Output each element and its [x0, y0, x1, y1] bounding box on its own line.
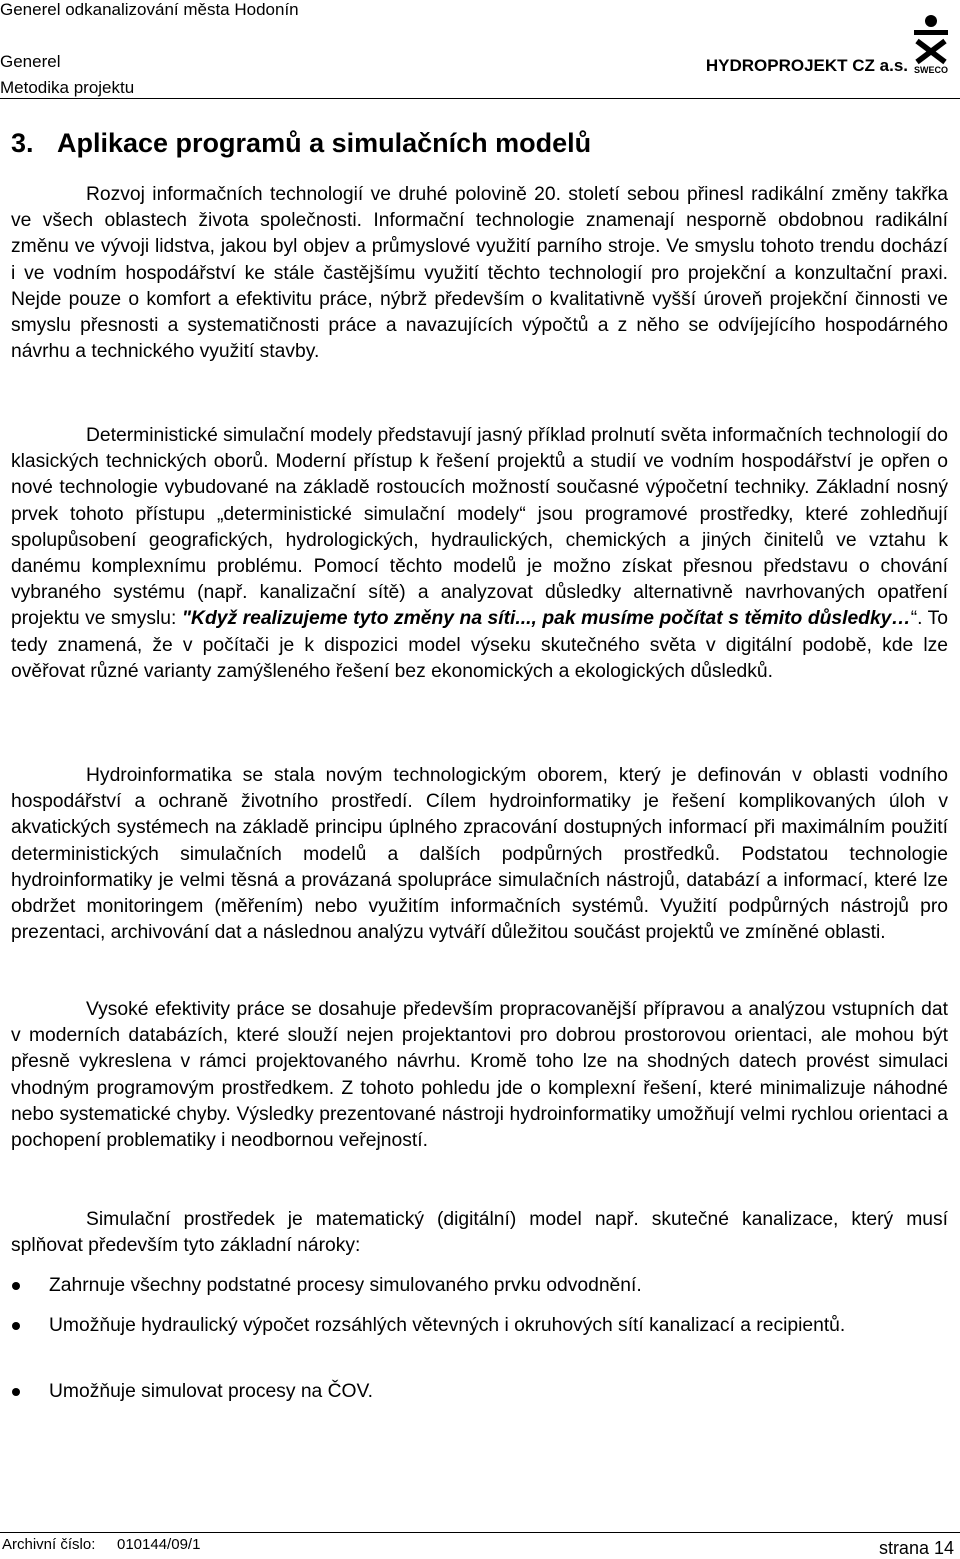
section-title: Aplikace programů a simulačních modelů — [57, 128, 592, 158]
section-number: 3. — [11, 128, 34, 158]
footer-divider — [0, 1532, 960, 1533]
paragraph-hydroinformatics: Hydroinformatika se stala novým technologickým oborem, který je definován v oblasti vodního hospodářství a ochraně životního prostředí. Cílem hydroinformatiky je řešení komplikovaných úloh v akvatických systémech na základě principu úplného zpracování dostupných informací při maximálním použití deterministických simulačních modelů a dalších podpůrných prostředků. Podstatou technologie hydroinformatiky je velmi těsná a provázaná spolupráce simulačních nástrojů, databází a informací, které lze obdržet monitoringem (měřením) nebo využitím informačních systémů. Využití podpůrných nástrojů pro prezentaci, archivování dat a následnou analýzu vytváří důležitou součást projektů ve zmíněné oblasti. — [11, 765, 948, 944]
section-heading — [11, 126, 591, 160]
company-name: HYDROPROJEKT CZ a.s. — [705, 56, 908, 75]
document-section: Metodika projektu — [0, 78, 135, 97]
page-number: strana 14 — [878, 1538, 954, 1558]
sweco-logo — [908, 14, 954, 76]
bullet-item: Umožňuje simulovat procesy na ČOV. — [49, 1379, 948, 1405]
paragraph-simulation-tool: Simulační prostředek je matematický (digitální) model např. skutečné kanalizace, který musí splňovat především tyto základní nároky: — [11, 1209, 948, 1257]
logo-wordmark: SWECO — [913, 65, 949, 75]
project-name: Generel — [0, 52, 61, 71]
paragraph-it-development: Rozvoj informačních technologií ve druhé polovině 20. století sebou přinesl radikální změny takřka ve všech oblastech života společnosti. Informační technologie znamenají nesporně obdobnou radikální změnu ve vývoji lidstva, jakou byl objev a průmyslové využití parního stroje. Ve smyslu tohoto trendu dochází i ve vodním hospodářství ke stále častějšímu využití těchto technologií pro projekční a konzultační praxi. Nejde pouze o komfort a efektivitu práce, nýbrž především o kvalitativně vyšší úroveň projekční činnosti ve smyslu přesnosti a systematičnosti práce a navazujících výpočtů a z něho se odvíjejícího hospodárného návrhu a technického využití stavby. — [11, 184, 948, 363]
bullet-item: Zahrnuje všechny podstatné procesy simulovaného prvku odvodnění. — [49, 1273, 948, 1299]
paragraph-text: “. To tedy znamená, že v počítači je k dispozici model výseku skutečného světa v digitální podobě, kde lze ověřovat různé varianty zamýšleného řešení bez ekonomických a ekologických důsledků. — [11, 608, 948, 682]
paragraph-text: Deterministické simulační modely představují jasný příklad prolnutí světa informačních technologií do klasických technických oborů. Moderní přístup k řešení projektů a studií ve vodním hospodářství je opřen o nové technologie vybudované na základě rostoucích možností současné výpočetní techniky. Základní nosný prvek tohoto přístupu „deterministické simulační modely“ jsou programové prostředky, které zohledňují spolupůsobení geografických, hydrologických, hydraulických, chemických a jiných činitelů ve vztahu k danému komplexnímu problému. Pomocí těchto modelů je možno získat přesnou představu o chování vybraného systému (např. kanalizační sítě) a analyzovat důsledky alternativně navrhovaných opatření projektu ve smyslu: — [11, 425, 948, 630]
emphasized-quote: "Když realizujeme tyto změny na síti..., pak musíme počítat s těmito důsledky… — [181, 608, 911, 630]
archive-label: Archivní číslo: — [2, 1536, 96, 1553]
bullet-item: Umožňuje hydraulický výpočet rozsáhlých větevných i okruhových sítí kanalizací a recipientů. — [49, 1313, 948, 1339]
header-divider — [0, 98, 960, 99]
paragraph-simulation-models — [11, 423, 948, 685]
archive-number: 010144/09/1 — [117, 1536, 201, 1553]
document-title: Generel odkanalizování města Hodonín — [0, 0, 299, 19]
paragraph-efficiency: Vysoké efektivity práce se dosahuje především propracovanější přípravou a analýzou vstupních dat v moderních databázích, které slouží nejen projektantovi pro dobrou prostorovou orientaci, ale mohou být přesně vykreslena v rámci projektovaného návrhu. Kromě toho lze na shodných datech provést simulaci vhodným programovým prostředkem. Z tohoto pohledu jde o komplexní řešení, které minimalizuje náhodné nebo systematické chyby. Výsledky prezentované nástroji hydroinformatiky umožňují velmi rychlou orientaci a pochopení problematiky i neodbornou veřejností. — [11, 999, 948, 1152]
